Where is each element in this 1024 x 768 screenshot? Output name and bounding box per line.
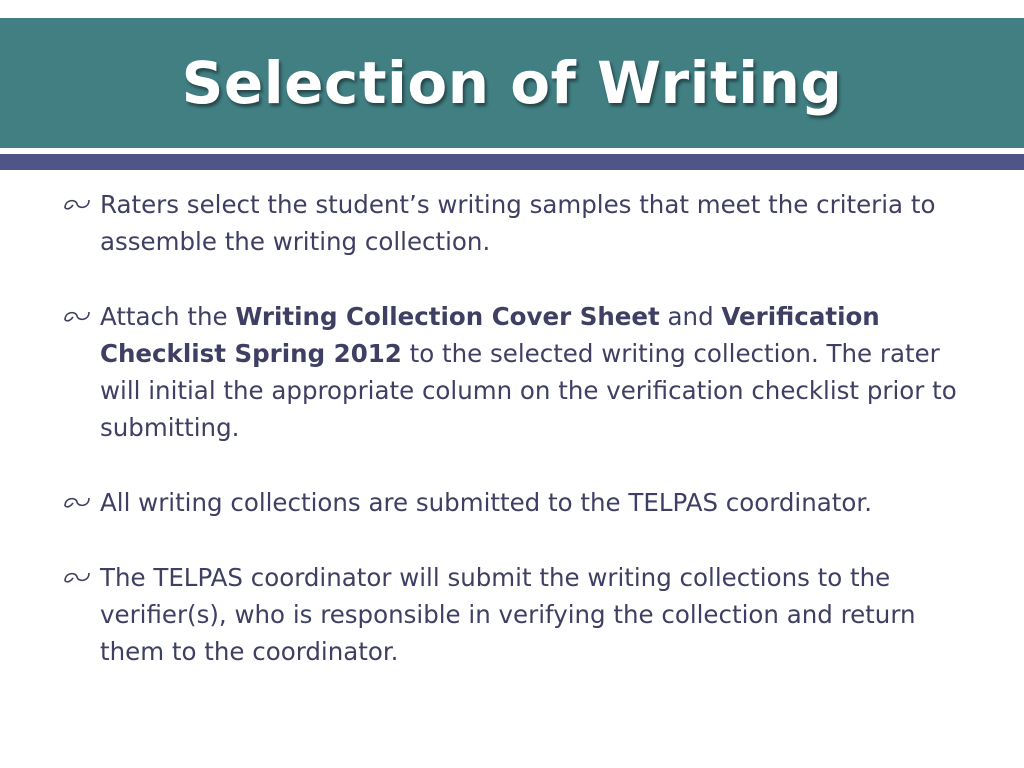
slide-title: Selection of Writing [181,49,843,117]
bullet-item [60,298,970,446]
double-loop-icon [62,494,92,510]
bullet-item [60,484,970,521]
bullet-text-part: to the selected writing collection. The rater will initial the appropriate column on the verification checklist prior to submitting. [100,339,957,442]
bullet-item [60,186,970,260]
checklist-name: Verification Checklist Spring 2012 [100,302,880,368]
bullet-text-part: and [659,302,722,331]
bullet-text: The TELPAS coordinator will submit the writing collections to the verifier(s), who is responsible in verifying the collection and return them to the coordinator. [100,563,916,666]
bullet-text: Raters select the student’s writing samples that meet the criteria to assemble the writing collection. [100,190,936,256]
bullet-text: All writing collections are submitted to the TELPAS coordinator. [100,488,872,517]
cover-sheet-name: Writing Collection Cover Sheet [235,302,660,331]
bullet-list [60,186,970,708]
double-loop-icon [62,569,92,585]
bullet-text-part: Attach the [100,302,236,331]
bullet-item [60,559,970,670]
title-bar [0,18,1024,148]
double-loop-icon [62,196,92,212]
accent-divider [0,154,1024,170]
double-loop-icon [62,308,92,324]
